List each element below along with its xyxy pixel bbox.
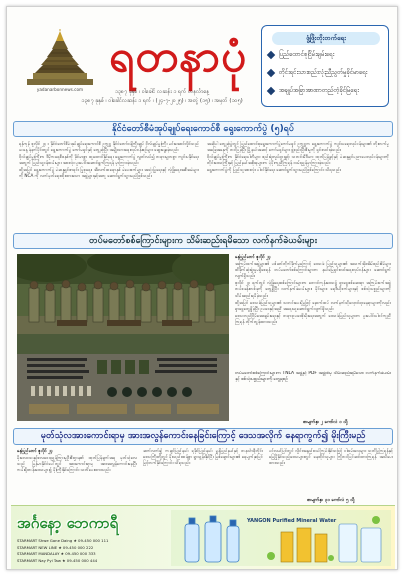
article-2-body: နေပြည်တော် ဇူလိုင် ၂၄ အကြမ်းဖက်အဖွဲ့များ၏ ပစ်ခတ်တိုက်ခိုက်မှုကြောင့် ဒေသခံ ပြည်သူများ၏ အသက်အိုးအိမ်စည်းစိမ်များ ထိခိုက်ဆုံးရှုံးမှုမရှိစေရန် တပ်မတော်စစ်ကြောင်းများက နယ်မြေရှင်းလင်းရေးလုပ်ငန်းများ ဆောင်ရွက်လျက်ရှိသည်။ ဇူလိုင် ၂၃ ရက်တွင် လုံခြုံရေးစစ်ကြောင်းများက တောင်ကုန်းဒေသ၌ ရှာဖွေစစ်ဆေးရာ အကြမ်းဖက်အဖွဲ့ တပ်စခန်းတစ်ခုကို တွေ့ရှိပြီး လက်နက်ခဲယမ်းများ၊ မိုင်းများ၊ ရေဒီယိုစက်များနှင့် စစ်သုံးပစ္စည်းများကို သိမ်းဆည်းရမိခဲ့သည်။ ထို့အပြင် ဒေသခံပြည်သူများ၏ သတင်းပေးပို့မှုဖြင့် နောက်ထပ် လက်နက်သိုလှောင်ရာနေရာများကိုလည်း ရှာဖွေတွေ့ရှိခဲ့ပြီး ဥပဒေနှင့်အညီ အရေးယူဆောင်ရွက်လျက်ရှိသည်။ ဒေသတည်ငြိမ်အေးချမ်းရေးနှင့် တရားဥပဒေစိုးမိုးရေးအတွက် ဒေသခံပြည်သူများက ပူးပေါင်းပါဝင်ကူညီကြရန် တိုက်တွန်းထားသည်။ <box>235 254 391 324</box>
ad-store-line: STARMART Shwe Gone Daing ★ 09-450 000 111 <box>17 538 109 543</box>
ad-product-label: YANGON Purified Mineral Water <box>247 518 337 524</box>
objective-item: တိုင်းရင်းသားစည်းလုံးညီညွတ်မှုခိုင်မာရေး <box>268 68 386 78</box>
article-3-continued[interactable]: စာမျက်နှာ ၃၁ ကော်လံ ၅ သို့ <box>307 498 355 503</box>
issue-date-line: ၁၃၈၇ ခုနှစ် ၊ ဝါခေါင် လဆန်း ၁ ရက် တနင်္လာနေ့ <box>114 89 210 95</box>
article-2-dateline: နေပြည်တော် ဇူလိုင် ၂၄ <box>235 254 271 259</box>
ad-store-line: STARMART NEW LINE ★ 09-450 000 222 <box>17 544 94 550</box>
objectives-box <box>261 25 389 107</box>
article-3-column-2: ဆက်လက်၍ ကချင်ပြည်နယ်၊ ရခိုင်ပြည်နယ်၊ မွန်ပြည်နယ်နှင့် တနင်္သာရီတိုင်းဒေသကြီးတို့တွင် မိုးသည်းထန်စွာ ရွာသွန်းနိုင်ပြီး မြစ်ချောင်းများ၏ ရေမျက်နှာပြင် မြင့်တက်နိုင်ကြောင်း သိရသည်။ <box>143 448 263 466</box>
article-3-column-1: နေပြည်တော် ဇူလိုင် ၂၄ မိုးလေဝသနှင့်ဇလဗေဒညွှန်ကြားမှုဦးစီးဌာန၏ ထုတ်ပြန်ချက်အရ မုတ်သုံလေသည် မြန်မာနိုင်ငံပေါ်တွင် အားကောင်းရာမှ အားအလွန်ကောင်းနေပြီး ကမ်းရိုးတန်းဒေသများ၌ မိုးကြီးနိုင်ကြောင်း သတိပေးထားသည်။ <box>17 448 137 473</box>
water-bottle-icon <box>171 510 391 566</box>
ad-brand-name: အင်္ဂနော့ ဘေကာရီ <box>17 514 119 532</box>
objective-item: ပြည်ထောင်စုငြိမ်းချမ်းရေး <box>268 50 386 60</box>
headline-article-3[interactable]: မုတ်သုံလအားကောင်းရာမှ အားအလွန်ကောင်းနေခြင်းကြောင့် ဒေသအလိုက် နေရာကွက်၍ မိုးကြီးမည် <box>13 428 393 445</box>
objectives-heading: ဖွံ့ဖြိုးတိုးတက်ရေး <box>272 32 380 45</box>
newspaper-title: ရတနာပုံ <box>108 31 248 82</box>
newspaper-page <box>6 6 398 570</box>
ad-store-line: STARMART MANDALAY ★ 09-450 000 333 <box>17 551 96 556</box>
ad-store-line: STARMART Nay Pyi Taw ★ 09-450 000 444 <box>17 557 98 563</box>
advertisement-banner[interactable] <box>11 505 395 569</box>
ad-store-list <box>17 538 167 564</box>
photo-caption: တပ်မတော်စစ်ကြောင်းများက TNLA အဖွဲ့နှင့် PDF အဖွဲ့ထံမှ သိမ်းဆည်းရမိသော လက်နက်ခဲယမ်းနှင့် စစ်သုံးပစ္စည်းများကို တွေ့ရစဉ် <box>235 371 391 383</box>
royal-emblem-icon <box>25 29 95 87</box>
headline-article-2[interactable]: တပ်မတော်စစ်ကြောင်းများက သိမ်းဆည်းရမိသော လက်နက်ခဲယမ်းများ <box>13 233 393 249</box>
issue-volume-line: ၁၃၈၇ ခုနှစ် ၊ ဝါခေါင်လဆန်း ၁ ရက် ၊ (၂၄-၇-၂၀၂၅) ၊ အတွဲ (၁၅) ၊ အမှတ် (၁၀၅) <box>81 98 243 104</box>
soldiers-group-photo[interactable] <box>17 254 229 334</box>
article-3-dateline: နေပြည်တော် ဇူလိုင် ၂၄ <box>17 448 53 453</box>
objective-item: အချုပ်အခြာအာဏာတည်တံ့ခိုင်မြဲရေး <box>268 86 386 96</box>
article-3-column-3: ပင်လယ်ပြင်တွင် လှိုင်းအနည်းငယ်ကြမ်းနိုင်သဖြင့် ငါးဖမ်းလှေများ သတိပြုကြရန်နှင့် မြေပြိုနိုင်သည့်ဒေသများတွင် နေထိုင်သူများ ကြိုတင်ပြင်ဆင်ထားကြရန် အသိပေးထားသည်။ <box>269 448 393 466</box>
seized-weapons-photo[interactable] <box>17 334 229 421</box>
masthead <box>7 7 398 113</box>
diamond-bullet-icon <box>267 86 275 94</box>
article-2-continued[interactable]: စာမျက်နှာ ၂ ကော်လံ ၁ သို့ <box>303 420 348 425</box>
headline-article-1[interactable]: နိုင်ငံတော်စီမံအုပ်ချုပ်ရေးကောင်စီ ရွေးကောက်ပွဲ (၅)ရပ် <box>13 121 393 137</box>
diamond-bullet-icon <box>267 68 275 76</box>
website-url: yadanarbonnews.com <box>36 87 84 92</box>
diamond-bullet-icon <box>267 50 275 58</box>
article-1-column-2: အဆိုပါ တွေ့ဆုံပွဲတွင် ပြည်ထောင်စုရွေးကောက်ပွဲကော်မရှင် ဥက္ကဋ္ဌက ရွေးကောက်ပွဲ ကျင်းပရေးလုပ်ငန်းများ၏ တိုးတက်မှုအခြေအနေကို တင်ပြခဲ့ပြီး မြို့နယ်အဆင့် ကော်မရှင်များ ဖွဲ့စည်းပြီးစီးမှုကို ရှင်းလင်းခဲ့သည်။ ဗိုလ်ချုပ်မှူးကြီးက နိုင်ငံရေးပါတီများ စည်းရုံးလှုပ်ရှားခွင့်၊ သတင်းမီဒီယာ ထုတ်ပြန်ခွင့်နှင့် မဲဆန္ဒရှင်ပညာပေးလုပ်ငန်းများကို တိုင်းဒေသကြီးနှင့် ပြည်နယ်အစိုးရများက ပံ့ပိုးကူညီကြရန် လမ်းညွှန်မှာကြားခဲ့သည်။ ရွေးကောက်ပွဲကို ပြည်သူအားလုံး ပါဝင်နိုင်ရေး ဆောင်ရွက်သွားမည်ဖြစ်ကြောင်း သိရသည်။ <box>207 141 389 173</box>
article-1-column-1: ရန်ကုန် ဇူလိုင် ၂၄ ။ နိုင်ငံတော်စီမံအုပ်ချုပ်ရေးကောင်စီ ဥက္ကဋ္ဌ နိုင်ငံတော်ဝန်ကြီးချုပ် ဗိုလ်ချုပ်မှူးကြီး မင်းအောင်လှိုင်သည် ယနေ့ နံနက်ပိုင်းတွင် ရွေးကောက်ပွဲ ကော်မရှင်နှင့် တွေ့ဆုံပြီး အမျိုးသားရေးလုပ်ငန်းစဉ်များ ဆွေးနွေးခဲ့သည်။ ဗိုလ်ချုပ်မှူးကြီးက ဒီမိုကရေစီစနစ်ကို ခိုင်မာစွာ ထူထောင်နိုင်ရေး ရွေးကောက်ပွဲ လွတ်လပ်၍ တရားမျှတစွာ ကျင်းပနိုင်ရေးအတွက် ပြည်သူ့ဝန်ထမ်းများ အားလုံး ပူးပေါင်းဆောင်ရွက်ကြရန် မှာကြားခဲ့သည်။ ထို့အပြင် ရွေးကောက်ပွဲ မဲဆန္ဒရှင်စာရင်း ပြုစုရေး၊ အီလက်ထရောနစ် မဲပေးစက်များ အသုံးပြုရေးနှင့် လုံခြုံရေးအစီအမံများကို NCA ကို လက်မှတ်ရေးထိုးထားသော အဖွဲ့များနှင့်အတူ ဆောင်ရွက်သွားမည်ဖြစ်သည်။ <box>19 141 199 179</box>
